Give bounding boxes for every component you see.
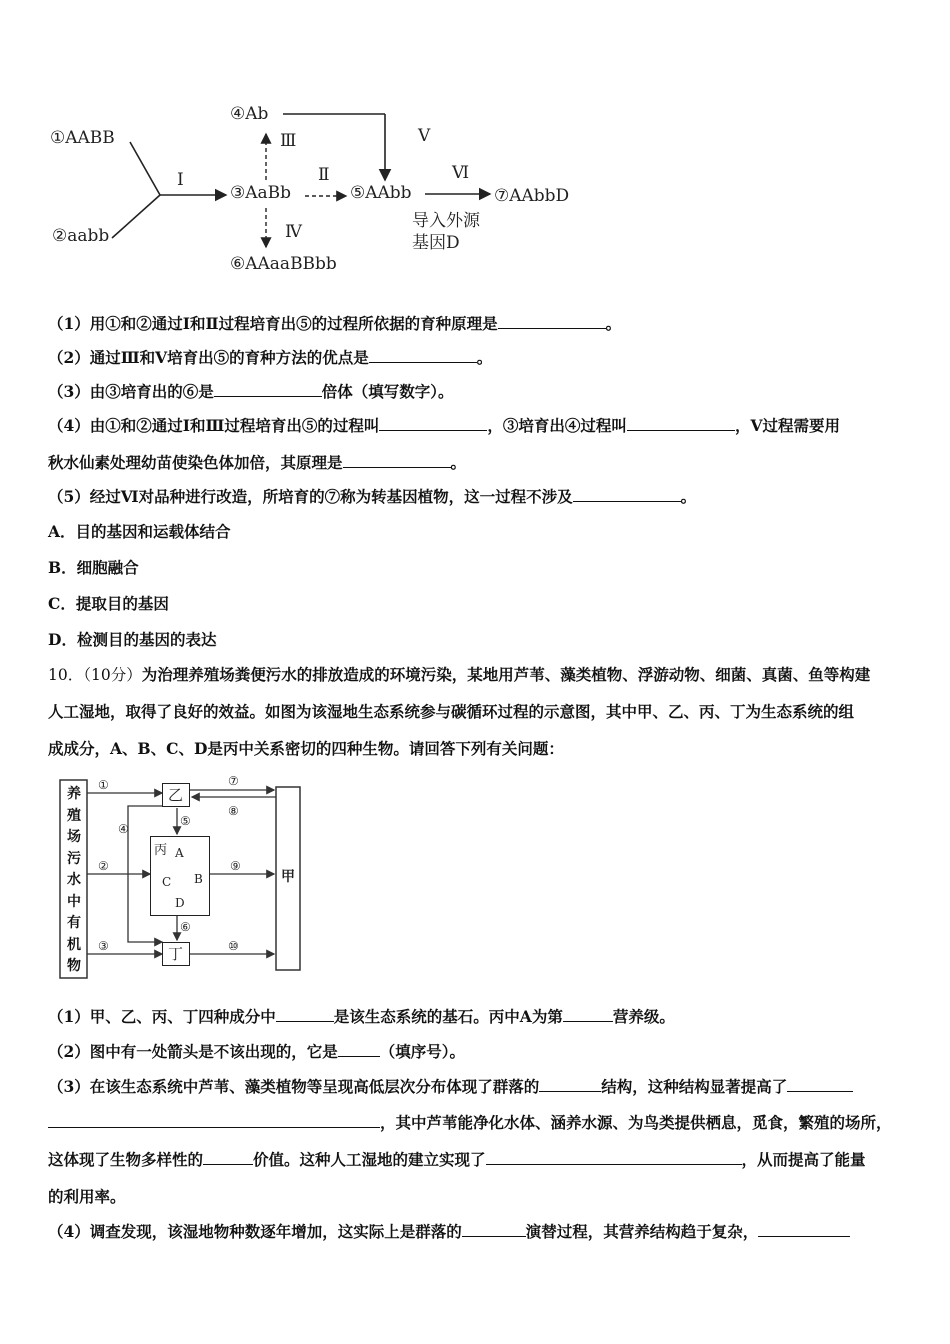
sewage-label-char: 中 (67, 893, 81, 910)
q10-part4-text: （4）调查发现，该湿地物种数逐年增加，这实际上是群落的 (48, 1222, 462, 1241)
q9-part5-end: 。 (680, 487, 697, 506)
sewage-label-char: 污 (67, 850, 81, 867)
option-B[interactable]: B．细胞融合 (48, 558, 139, 577)
sewage-label-char: 有 (67, 915, 81, 931)
arrow-6: ⑥ (180, 920, 191, 934)
answer-blank[interactable] (573, 487, 681, 502)
q10-part3-cont1 (48, 1111, 892, 1133)
q9-part3-end: 倍体（填写数字）。 (321, 382, 454, 401)
q10-intro-1 (48, 663, 870, 685)
q10-part3-cont1-text: ，其中芦苇能净化水体、涵养水源、为鸟类提供栖息，觅食，繁殖的场所， (380, 1113, 892, 1132)
arrow-3: ③ (98, 939, 109, 953)
organism-A: A (175, 846, 184, 860)
arrow-1: ① (98, 778, 109, 792)
q10-part2-end: （填序号）。 (379, 1042, 466, 1061)
option-A[interactable]: A．目的基因和运载体结合 (48, 522, 231, 541)
sewage-label-char: 殖 (67, 807, 81, 824)
answer-blank[interactable] (369, 348, 477, 363)
answer-blank[interactable] (379, 416, 487, 431)
q9-part1-end: 。 (605, 314, 622, 333)
answer-blank[interactable] (343, 453, 451, 468)
arrow-10: ⑩ (228, 939, 239, 953)
q10-part4 (48, 1220, 850, 1242)
q9-part5-text: （5）经过Ⅵ对品种进行改造，所培育的⑦称为转基因植物，这一过程不涉及 (48, 487, 573, 506)
organism-B: B (194, 872, 203, 886)
process-V: Ⅴ (418, 126, 431, 146)
breeding-diagram (0, 0, 950, 290)
q10-part3-text: （3）在该生态系统中芦苇、藻类植物等呈现高低层次分布体现了群落的 (48, 1077, 540, 1096)
q10-intro-2: 人工湿地，取得了良好的效益。如图为该湿地生态系统参与碳循环过程的示意图，其中甲、乙、丙、丁为生态系统的组 (48, 702, 855, 721)
breeding-diagram-arrows (0, 0, 950, 290)
genotype-6: ⑥AAaaBBbb (230, 254, 337, 274)
sewage-label-char: 养 (67, 786, 81, 802)
q10-part1-mid: 是该生态系统的基石。丙中A为第 (333, 1007, 563, 1026)
q9-part2-text: （2）通过Ⅲ和Ⅴ培育出⑤的育种方法的优点是 (48, 348, 369, 367)
answer-blank[interactable] (214, 382, 322, 397)
carbon-cycle-diagram (0, 770, 950, 990)
process-IV: Ⅳ (285, 222, 302, 242)
label-yi: 乙 (168, 786, 184, 804)
q10-part3-cont2 (48, 1148, 866, 1170)
q9-part4-end: ，Ⅴ过程需要用 (734, 416, 840, 435)
q9-part2 (48, 346, 492, 368)
genotype-3: ③AaBb (230, 183, 292, 203)
answer-blank[interactable] (563, 1007, 613, 1022)
q9-part4-cont-text: 秋水仙素处理幼苗使染色体加倍，其原理是 (48, 453, 343, 472)
organism-D: D (175, 896, 185, 910)
q9-part5 (48, 485, 696, 507)
q9-part4-cont-end: 。 (450, 453, 467, 472)
q10-intro-3: 成成分，A、B、C、D是丙中关系密切的四种生物。请回答下列有关问题： (48, 739, 564, 758)
answer-blank[interactable] (462, 1222, 526, 1237)
answer-blank[interactable] (338, 1042, 380, 1057)
option-C[interactable]: C．提取目的基因 (48, 594, 169, 613)
answer-blank[interactable] (758, 1222, 850, 1237)
q10-part3-cont2-text: 这体现了生物多样性的 (48, 1150, 204, 1169)
q9-part4-text: （4）由①和②通过Ⅰ和Ⅲ过程培育出⑤的过程叫 (48, 416, 380, 435)
q9-part1-text: （1）用①和②通过Ⅰ和Ⅱ过程培育出⑤的过程所依据的育种原理是 (48, 314, 498, 333)
answer-blank[interactable] (276, 1007, 334, 1022)
arrow-5: ⑤ (180, 814, 191, 828)
carbon-cycle-arrows (0, 770, 950, 990)
q10-part3 (48, 1075, 853, 1097)
organism-C: C (162, 875, 172, 889)
q9-part3 (48, 380, 454, 402)
note-line-2: 基因D (412, 233, 460, 253)
genotype-1: ①AABB (50, 128, 115, 148)
q10-part2 (48, 1040, 465, 1062)
arrow-7: ⑦ (228, 774, 239, 788)
q10-part1 (48, 1005, 675, 1027)
process-VI: Ⅵ (452, 163, 470, 183)
label-ding: 丁 (168, 945, 184, 963)
sewage-label-char: 水 (67, 872, 81, 888)
q9-part1 (48, 312, 621, 334)
genotype-4: ④Ab (230, 104, 269, 124)
q10-part3-cont3: 的利用率。 (48, 1187, 126, 1206)
process-II: Ⅱ (318, 165, 330, 185)
label-jia: 甲 (281, 869, 295, 885)
q10-part3-cont2-mid: 价值。这种人工湿地的建立实现了 (253, 1150, 486, 1169)
q9-part4-mid: ，③培育出④过程叫 (487, 416, 627, 435)
arrow-9: ⑨ (230, 859, 241, 873)
q10-part3-cont2-end: ，从而提高了能量 (741, 1150, 866, 1169)
q10-intro-1-text: 为治理养殖场粪便污水的排放造成的环境污染，某地用芦苇、藻类植物、浮游动物、细菌、真菌、鱼等构建 (141, 665, 871, 684)
sewage-label-char: 场 (67, 829, 81, 845)
sewage-label-char: 物 (67, 958, 81, 974)
option-D[interactable]: D．检测目的基因的表达 (48, 630, 217, 649)
q10-part2-text: （2）图中有一处箭头是不该出现的，它是 (48, 1042, 338, 1061)
arrow-2: ② (98, 859, 109, 873)
q9-part4 (48, 414, 840, 436)
answer-blank[interactable] (498, 314, 606, 329)
q10-part1-end: 营养级。 (612, 1007, 675, 1026)
q9-part4-cont (48, 451, 466, 473)
q10-number: 10．（10分） (48, 666, 142, 684)
note-line-1: 导入外源 (412, 211, 480, 231)
sewage-label (62, 784, 86, 978)
answer-blank[interactable] (627, 416, 735, 431)
answer-blank[interactable] (203, 1150, 253, 1165)
genotype-5: ⑤AAbb (350, 183, 412, 203)
q10-part4-mid: 演替过程，其营养结构趋于复杂， (525, 1222, 759, 1241)
answer-blank[interactable] (787, 1077, 853, 1092)
genotype-2: ②aabb (52, 226, 110, 246)
arrow-4: ④ (118, 822, 129, 836)
answer-blank[interactable] (486, 1150, 742, 1165)
q10-part3-mid: 结构，这种结构显著提高了 (601, 1077, 788, 1096)
answer-blank[interactable] (539, 1077, 601, 1092)
answer-blank[interactable] (48, 1113, 380, 1128)
process-I: Ⅰ (177, 170, 184, 190)
q9-part3-text: （3）由③培育出的⑥是 (48, 382, 214, 401)
sewage-label-char: 机 (67, 936, 81, 953)
arrow-8: ⑧ (228, 804, 239, 818)
q10-part1-text: （1）甲、乙、丙、丁四种成分中 (48, 1007, 276, 1026)
process-III: Ⅲ (280, 131, 297, 151)
label-bing: 丙 (154, 843, 168, 858)
q9-part2-end: 。 (476, 348, 493, 367)
genotype-7: ⑦AAbbD (494, 186, 570, 206)
